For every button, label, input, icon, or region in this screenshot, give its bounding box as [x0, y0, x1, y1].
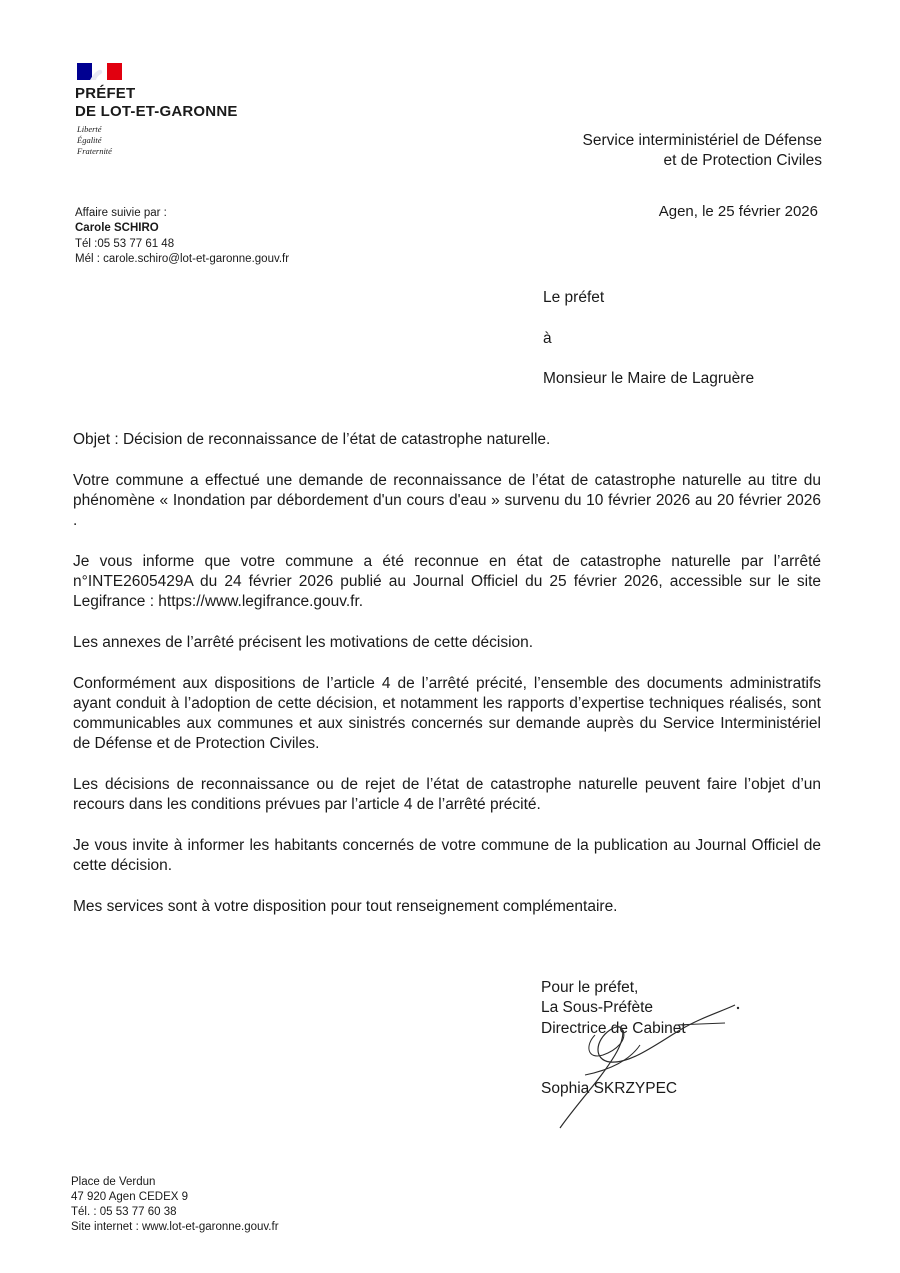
footer-address2: 47 920 Agen CEDEX 9: [71, 1191, 188, 1203]
affaire-mail: Mél : carole.schiro@lot-et-garonne.gouv.fr: [75, 252, 290, 265]
date-line: Agen, le 25 février 2026: [658, 203, 818, 220]
handwritten-signature: [555, 1000, 745, 1130]
footer-tel: Tél. : 05 53 77 60 38: [71, 1206, 177, 1218]
footer-site: Site internet : www.lot-et-garonne.gouv.fr: [71, 1221, 279, 1233]
prefet-title-line1: PRÉFET: [75, 85, 136, 102]
letter-body: [73, 430, 821, 937]
affaire-name: Carole SCHIRO: [75, 222, 159, 235]
flag-red-band: [107, 63, 122, 80]
affaire-label: Affaire suivie par :: [75, 207, 167, 219]
signature-line2: La Sous-Préfète: [541, 999, 654, 1017]
paragraph-documents: Conformément aux dispositions de l’article 4 de l’arrêté précité, l’ensemble des documents administratifs ayant conduit à l’adoption de cette décision, et notamment les rapports d’expertise techniques réalisés, sont communicables aux communes et aux sinistrés concernés sur demande auprès du Service Interministériel de Défense et de Protection Civiles.: [73, 674, 821, 753]
footer-address: [71, 1175, 279, 1235]
service-line2: et de Protection Civiles: [663, 152, 822, 169]
republic-motto: [77, 124, 112, 157]
signatory-name: Sophia SKRZYPEC: [541, 1079, 678, 1097]
footer-address1: Place de Verdun: [71, 1176, 156, 1188]
signature-line1: Pour le préfet,: [541, 979, 639, 996]
affaire-block: [75, 206, 289, 267]
paragraph-information: Je vous invite à informer les habitants concernés de votre commune de la publication au Journal Officiel de cette décision.: [73, 836, 821, 875]
paragraph-services: Mes services sont à votre disposition pour tout renseignement complémentaire.: [73, 897, 618, 915]
prefet-title-line2: DE LOT-ET-GARONNE: [75, 103, 238, 120]
paragraph-arrete: Je vous informe que votre commune a été reconnue en état de catastrophe naturelle par l’arrêté n°INTE2605429A du 24 février 2026 publié au Journal Officiel du 25 février 2026, accessible sur le site Legifrance : https://www.legifrance.gouv.fr.: [73, 552, 821, 611]
recipient-addressee: Monsieur le Maire de Lagruère: [543, 370, 755, 387]
flag-blue-band: [77, 63, 92, 80]
motto-liberte: Liberté: [77, 124, 102, 134]
paragraph-annexes: Les annexes de l’arrêté précisent les motivations de cette décision.: [73, 633, 534, 651]
recipient-from: Le préfet: [543, 289, 605, 306]
marianne-flag-logo: [77, 63, 122, 80]
motto-fraternite: Fraternité: [77, 146, 112, 156]
prefet-title: [75, 85, 238, 121]
paragraph-demande: Votre commune a effectué une demande de reconnaissance de l’état de catastrophe naturelle au titre du phénomène « Inondation par débordement d'un cours d'eau » survenu du 10 février 2026 au 20 février 2026 .: [73, 471, 821, 530]
signature-line3: Directrice de Cabinet: [541, 1019, 686, 1037]
affaire-tel: Tél :05 53 77 61 48: [75, 237, 175, 250]
service-line1: Service interministériel de Défense: [582, 132, 822, 149]
service-name: [583, 131, 823, 171]
motto-egalite: Égalité: [77, 135, 102, 145]
recipient-to: à: [543, 330, 552, 347]
objet-line: Objet : Décision de reconnaissance de l’état de catastrophe naturelle.: [73, 431, 551, 448]
paragraph-recours: Les décisions de reconnaissance ou de rejet de l’état de catastrophe naturelle peuvent faire l’objet d’un recours dans les conditions prévues par l’article 4 de l’arrêté précité.: [73, 776, 821, 814]
